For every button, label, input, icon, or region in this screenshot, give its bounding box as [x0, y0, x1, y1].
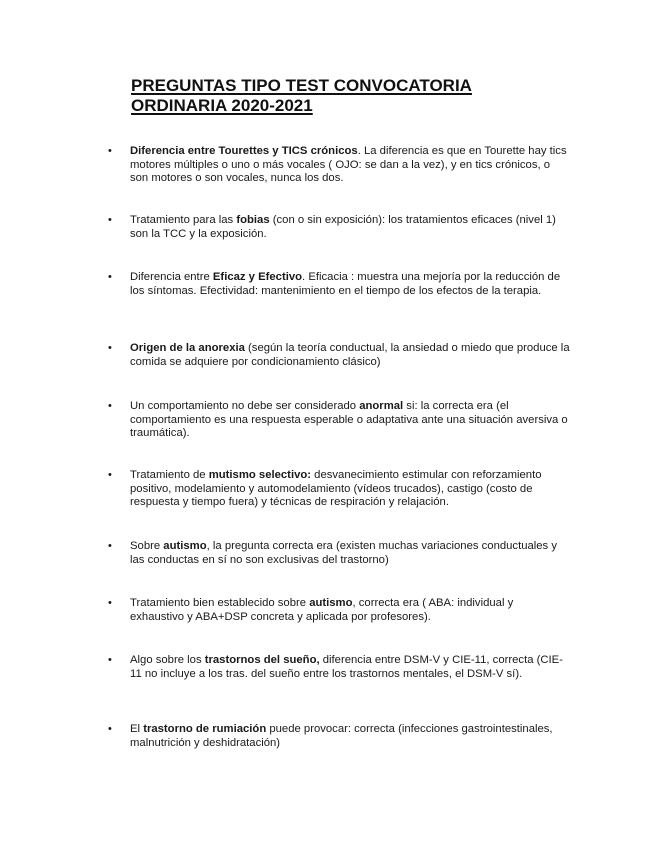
item-text: Tratamiento de: [130, 469, 209, 481]
item-text: (según la teoría conductual, la ansiedad o miedo que produce la comida se adquiere por condicionamiento clásico): [130, 342, 570, 368]
question-item: [130, 271, 570, 298]
item-text: Un comportamiento no debe ser considerado: [130, 400, 360, 412]
item-bold-text: anormal: [359, 400, 404, 412]
item-text: . La diferencia es que en Tourette hay tics motores múltiples o uno o más vocales ( OJO: se dan a la vez), y en tics crónicos, o son motores o son vocales, nunca los dos.: [130, 145, 567, 185]
item-bold-text: Diferencia entre Tourettes y TICS crónicos: [130, 145, 358, 157]
bullet-marker: •: [108, 469, 112, 481]
item-bold-text: Origen de la anorexia: [130, 342, 245, 354]
item-bold-text: trastornos del sueño,: [204, 654, 320, 666]
bullet-marker: •: [108, 654, 112, 666]
question-item: [130, 597, 570, 624]
question-item: [130, 540, 570, 567]
question-item: [130, 400, 570, 441]
item-text: Tratamiento para las: [130, 214, 237, 226]
item-text: Diferencia entre: [130, 271, 213, 283]
item-bold-text: fobias: [236, 214, 270, 226]
item-bold-text: Eficaz y Efectivo: [212, 271, 303, 283]
question-item: [130, 469, 570, 510]
item-text: Tratamiento bien establecido sobre: [130, 597, 310, 609]
bullet-marker: •: [108, 342, 112, 354]
item-text: , la pregunta correcta era (existen muchas variaciones conductuales y las conductas en sí no son exclusivas del trastorno): [130, 540, 557, 566]
document-title: [131, 76, 551, 116]
item-text: si: la correcta era (el comportamiento es una respuesta esperable o adaptativa ante una situación aversiva o traumática).: [130, 400, 568, 440]
question-item: [130, 342, 570, 369]
bullet-marker: •: [108, 271, 112, 283]
item-bold-text: mutismo selectivo:: [208, 469, 312, 481]
item-text: El: [130, 723, 144, 735]
question-item: [130, 145, 570, 186]
bullet-marker: •: [108, 540, 112, 552]
question-item: [130, 654, 570, 681]
bullet-marker: •: [108, 145, 112, 157]
bullet-marker: •: [108, 723, 112, 735]
item-text: puede provocar: correcta (infecciones gastrointestinales, malnutrición y deshidratación): [130, 723, 553, 749]
item-text: diferencia entre DSM-V y CIE-11, correcta (CIE-11 no incluye a los tras. del sueño entre los trastornos mentales, el DSM-V sí).: [130, 654, 563, 680]
item-bold-text: autismo: [163, 540, 207, 552]
item-text: , correcta era ( ABA: individual y exhaustivo y ABA+DSP concreta y aplicada por profesores).: [130, 597, 514, 623]
question-item: [130, 723, 570, 750]
item-text: Sobre: [130, 540, 164, 552]
item-bold-text: trastorno de rumiación: [143, 723, 267, 735]
title-line-2: ORDINARIA 2020-2021: [131, 96, 313, 115]
bullet-marker: •: [108, 597, 112, 609]
question-item: [130, 214, 570, 241]
title-line-1: PREGUNTAS TIPO TEST CONVOCATORIA: [131, 76, 472, 95]
item-text: Algo sobre los: [130, 654, 205, 666]
item-text: desvanecimiento estimular con reforzamiento positivo, modelamiento y automodelamiento (vídeos trucados), castigo (costo de respuesta y tiempo fuera) y técnicas de respiración y relajación.: [130, 469, 542, 509]
item-text: . Eficacia : muestra una mejoría por la reducción de los síntomas. Efectividad: mantenimiento en el tiempo de los efectos de la terapia.: [130, 271, 561, 297]
bullet-marker: •: [108, 400, 112, 412]
item-bold-text: autismo: [309, 597, 353, 609]
bullet-marker: •: [108, 214, 112, 226]
item-text: (con o sin exposición): los tratamientos eficaces (nivel 1) son la TCC y la exposición.: [130, 214, 556, 240]
